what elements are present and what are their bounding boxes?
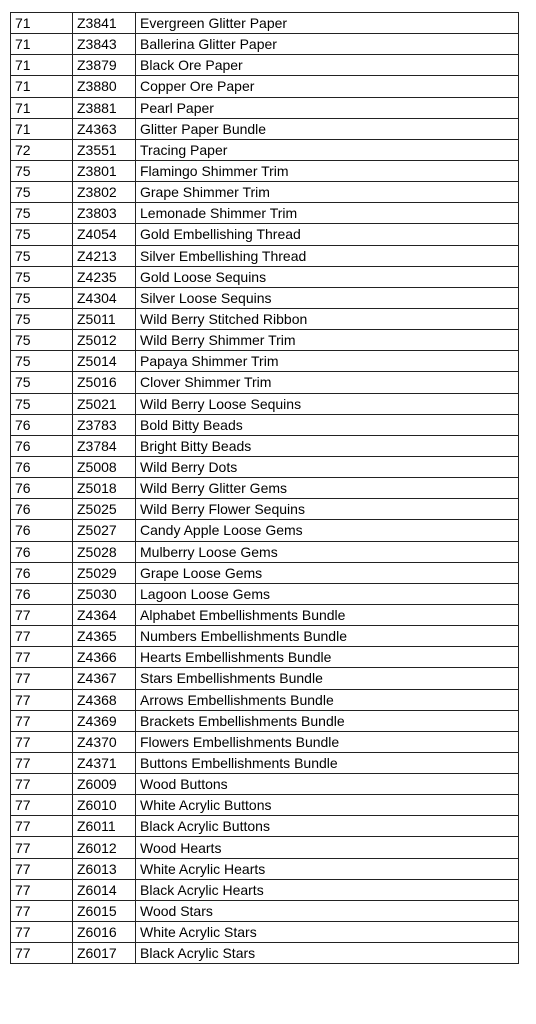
product-name-cell: Bold Bitty Beads <box>136 414 519 435</box>
page-number-cell: 75 <box>11 203 73 224</box>
product-code-cell: Z6015 <box>73 900 136 921</box>
table-row <box>11 943 519 964</box>
product-name-cell: Wood Hearts <box>136 837 519 858</box>
product-code-cell: Z3783 <box>73 414 136 435</box>
table-row <box>11 816 519 837</box>
table-row <box>11 731 519 752</box>
page-number-cell: 76 <box>11 520 73 541</box>
product-name-cell: Black Acrylic Stars <box>136 943 519 964</box>
table-row <box>11 520 519 541</box>
product-name-cell: Copper Ore Paper <box>136 76 519 97</box>
page-number-cell: 76 <box>11 414 73 435</box>
page-number-cell: 77 <box>11 858 73 879</box>
product-name-cell: Wild Berry Shimmer Trim <box>136 330 519 351</box>
product-name-cell: Arrows Embellishments Bundle <box>136 689 519 710</box>
page-number-cell: 71 <box>11 34 73 55</box>
page-number-cell: 75 <box>11 224 73 245</box>
table-row <box>11 795 519 816</box>
product-code-cell: Z5021 <box>73 393 136 414</box>
page-number-cell: 77 <box>11 647 73 668</box>
product-code-cell: Z3880 <box>73 76 136 97</box>
table-row <box>11 541 519 562</box>
product-code-cell: Z3843 <box>73 34 136 55</box>
table-row <box>11 879 519 900</box>
product-name-cell: Hearts Embellishments Bundle <box>136 647 519 668</box>
page-number-cell: 76 <box>11 583 73 604</box>
table-row <box>11 435 519 456</box>
table-row <box>11 55 519 76</box>
page-number-cell: 77 <box>11 626 73 647</box>
page-number-cell: 71 <box>11 13 73 34</box>
product-code-cell: Z3841 <box>73 13 136 34</box>
product-code-cell: Z5028 <box>73 541 136 562</box>
product-name-cell: Black Acrylic Hearts <box>136 879 519 900</box>
table-row <box>11 414 519 435</box>
product-code-cell: Z6012 <box>73 837 136 858</box>
table-row <box>11 456 519 477</box>
product-name-cell: Silver Embellishing Thread <box>136 245 519 266</box>
product-code-cell: Z4365 <box>73 626 136 647</box>
product-name-cell: Wild Berry Dots <box>136 456 519 477</box>
table-row <box>11 245 519 266</box>
page-number-cell: 77 <box>11 816 73 837</box>
page-number-cell: 77 <box>11 710 73 731</box>
table-row <box>11 837 519 858</box>
product-name-cell: Flowers Embellishments Bundle <box>136 731 519 752</box>
product-code-cell: Z4235 <box>73 266 136 287</box>
product-name-cell: Wild Berry Glitter Gems <box>136 478 519 499</box>
table-row <box>11 287 519 308</box>
page-number-cell: 71 <box>11 97 73 118</box>
table-row <box>11 774 519 795</box>
table-row <box>11 372 519 393</box>
product-code-cell: Z6014 <box>73 879 136 900</box>
product-name-cell: Wood Buttons <box>136 774 519 795</box>
product-name-cell: Pearl Paper <box>136 97 519 118</box>
table-row <box>11 97 519 118</box>
product-code-cell: Z3784 <box>73 435 136 456</box>
table-row <box>11 351 519 372</box>
product-name-cell: Wild Berry Stitched Ribbon <box>136 308 519 329</box>
page-number-cell: 75 <box>11 287 73 308</box>
product-name-cell: Evergreen Glitter Paper <box>136 13 519 34</box>
product-code-cell: Z5016 <box>73 372 136 393</box>
product-name-cell: Black Acrylic Buttons <box>136 816 519 837</box>
product-name-cell: Ballerina Glitter Paper <box>136 34 519 55</box>
page-number-cell: 75 <box>11 160 73 181</box>
product-code-cell: Z4367 <box>73 668 136 689</box>
product-table-body <box>11 13 519 964</box>
product-code-cell: Z4369 <box>73 710 136 731</box>
product-name-cell: Lemonade Shimmer Trim <box>136 203 519 224</box>
product-code-cell: Z6017 <box>73 943 136 964</box>
table-row <box>11 626 519 647</box>
table-row <box>11 76 519 97</box>
table-row <box>11 752 519 773</box>
product-name-cell: Numbers Embellishments Bundle <box>136 626 519 647</box>
table-row <box>11 689 519 710</box>
table-row <box>11 330 519 351</box>
page-number-cell: 77 <box>11 774 73 795</box>
page-number-cell: 77 <box>11 668 73 689</box>
product-code-cell: Z4213 <box>73 245 136 266</box>
page-number-cell: 76 <box>11 541 73 562</box>
product-table <box>10 12 519 964</box>
product-code-cell: Z5018 <box>73 478 136 499</box>
page-number-cell: 75 <box>11 351 73 372</box>
product-code-cell: Z5012 <box>73 330 136 351</box>
table-row <box>11 858 519 879</box>
page-number-cell: 77 <box>11 731 73 752</box>
table-row <box>11 710 519 731</box>
product-name-cell: Glitter Paper Bundle <box>136 118 519 139</box>
product-name-cell: Wood Stars <box>136 900 519 921</box>
page-number-cell: 76 <box>11 562 73 583</box>
product-name-cell: Gold Embellishing Thread <box>136 224 519 245</box>
product-code-cell: Z3802 <box>73 182 136 203</box>
product-code-cell: Z4368 <box>73 689 136 710</box>
product-code-cell: Z6010 <box>73 795 136 816</box>
product-name-cell: Black Ore Paper <box>136 55 519 76</box>
page-number-cell: 76 <box>11 478 73 499</box>
product-code-cell: Z3879 <box>73 55 136 76</box>
table-row <box>11 13 519 34</box>
product-name-cell: Grape Shimmer Trim <box>136 182 519 203</box>
page-number-cell: 77 <box>11 922 73 943</box>
product-code-cell: Z4054 <box>73 224 136 245</box>
product-name-cell: Tracing Paper <box>136 139 519 160</box>
table-row <box>11 668 519 689</box>
page-number-cell: 77 <box>11 900 73 921</box>
product-name-cell: Bright Bitty Beads <box>136 435 519 456</box>
product-code-cell: Z4366 <box>73 647 136 668</box>
product-code-cell: Z3803 <box>73 203 136 224</box>
table-row <box>11 922 519 943</box>
table-row <box>11 499 519 520</box>
page-number-cell: 75 <box>11 330 73 351</box>
product-name-cell: Buttons Embellishments Bundle <box>136 752 519 773</box>
product-list-sheet <box>10 12 518 964</box>
product-code-cell: Z5011 <box>73 308 136 329</box>
product-code-cell: Z3551 <box>73 139 136 160</box>
product-code-cell: Z4364 <box>73 604 136 625</box>
product-code-cell: Z6011 <box>73 816 136 837</box>
page-number-cell: 77 <box>11 879 73 900</box>
page-number-cell: 75 <box>11 308 73 329</box>
table-row <box>11 34 519 55</box>
product-name-cell: Wild Berry Flower Sequins <box>136 499 519 520</box>
product-name-cell: Wild Berry Loose Sequins <box>136 393 519 414</box>
page-number-cell: 75 <box>11 266 73 287</box>
product-code-cell: Z5029 <box>73 562 136 583</box>
product-code-cell: Z6016 <box>73 922 136 943</box>
page-number-cell: 77 <box>11 943 73 964</box>
table-row <box>11 583 519 604</box>
product-code-cell: Z6009 <box>73 774 136 795</box>
page-number-cell: 71 <box>11 55 73 76</box>
page-number-cell: 76 <box>11 435 73 456</box>
product-code-cell: Z4371 <box>73 752 136 773</box>
table-row <box>11 308 519 329</box>
table-row <box>11 139 519 160</box>
product-name-cell: Lagoon Loose Gems <box>136 583 519 604</box>
table-row <box>11 224 519 245</box>
product-code-cell: Z4370 <box>73 731 136 752</box>
page-number-cell: 71 <box>11 76 73 97</box>
product-code-cell: Z4304 <box>73 287 136 308</box>
product-name-cell: Alphabet Embellishments Bundle <box>136 604 519 625</box>
product-name-cell: White Acrylic Hearts <box>136 858 519 879</box>
page-number-cell: 75 <box>11 372 73 393</box>
product-name-cell: Clover Shimmer Trim <box>136 372 519 393</box>
product-code-cell: Z5008 <box>73 456 136 477</box>
product-code-cell: Z4363 <box>73 118 136 139</box>
page-number-cell: 75 <box>11 393 73 414</box>
product-name-cell: Grape Loose Gems <box>136 562 519 583</box>
page-number-cell: 71 <box>11 118 73 139</box>
table-row <box>11 118 519 139</box>
table-row <box>11 393 519 414</box>
product-name-cell: White Acrylic Stars <box>136 922 519 943</box>
product-name-cell: Flamingo Shimmer Trim <box>136 160 519 181</box>
product-code-cell: Z3881 <box>73 97 136 118</box>
product-code-cell: Z5030 <box>73 583 136 604</box>
product-code-cell: Z3801 <box>73 160 136 181</box>
table-row <box>11 266 519 287</box>
product-name-cell: White Acrylic Buttons <box>136 795 519 816</box>
page-number-cell: 75 <box>11 245 73 266</box>
table-row <box>11 900 519 921</box>
product-name-cell: Papaya Shimmer Trim <box>136 351 519 372</box>
page-number-cell: 77 <box>11 837 73 858</box>
page-number-cell: 77 <box>11 795 73 816</box>
product-name-cell: Stars Embellishments Bundle <box>136 668 519 689</box>
table-row <box>11 562 519 583</box>
product-code-cell: Z5014 <box>73 351 136 372</box>
page-number-cell: 72 <box>11 139 73 160</box>
table-row <box>11 160 519 181</box>
page-number-cell: 76 <box>11 456 73 477</box>
product-name-cell: Candy Apple Loose Gems <box>136 520 519 541</box>
page-number-cell: 75 <box>11 182 73 203</box>
page-number-cell: 77 <box>11 689 73 710</box>
table-row <box>11 203 519 224</box>
page-number-cell: 77 <box>11 752 73 773</box>
product-code-cell: Z6013 <box>73 858 136 879</box>
product-name-cell: Brackets Embellishments Bundle <box>136 710 519 731</box>
table-row <box>11 182 519 203</box>
product-name-cell: Mulberry Loose Gems <box>136 541 519 562</box>
product-code-cell: Z5025 <box>73 499 136 520</box>
product-name-cell: Gold Loose Sequins <box>136 266 519 287</box>
page-number-cell: 76 <box>11 499 73 520</box>
page-number-cell: 77 <box>11 604 73 625</box>
table-row <box>11 647 519 668</box>
table-row <box>11 604 519 625</box>
table-row <box>11 478 519 499</box>
product-code-cell: Z5027 <box>73 520 136 541</box>
product-name-cell: Silver Loose Sequins <box>136 287 519 308</box>
